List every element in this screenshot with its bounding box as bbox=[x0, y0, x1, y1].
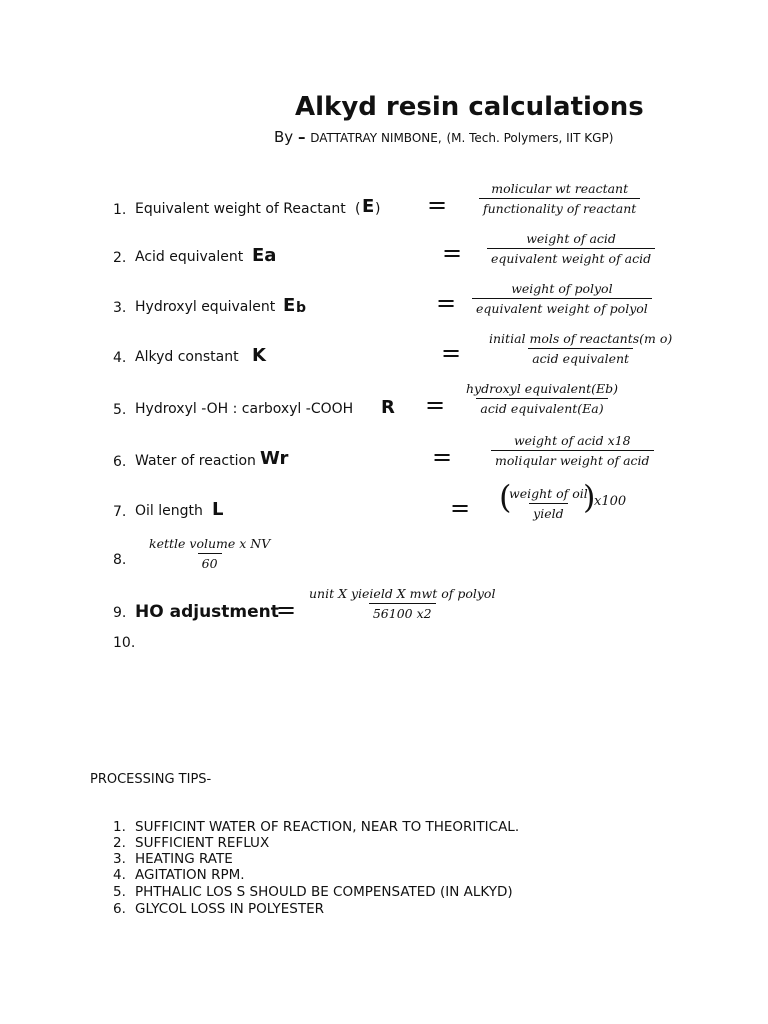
symbol-E: E bbox=[283, 295, 296, 316]
processing-tips-heading: PROCESSING TIPS- bbox=[90, 772, 212, 787]
item-number: 5. bbox=[113, 402, 127, 418]
byline-by: By bbox=[274, 128, 294, 146]
tip-text: GLYCOL LOSS IN POLYESTER bbox=[135, 901, 325, 917]
item-label: Acid equivalent bbox=[135, 249, 244, 265]
numerator: weight of acid bbox=[526, 231, 616, 246]
byline bbox=[274, 128, 613, 146]
symbol-R: R bbox=[381, 397, 395, 418]
close-parenthesis: ) bbox=[583, 478, 596, 516]
equals-sign: = bbox=[450, 494, 471, 522]
equals-sign: = bbox=[436, 289, 457, 317]
open-parenthesis: ( bbox=[499, 478, 512, 516]
denominator: moliqular weight of acid bbox=[491, 450, 654, 468]
tip-number: 5. bbox=[113, 884, 126, 900]
equals-sign: = bbox=[432, 443, 453, 471]
item-number: 7. bbox=[113, 504, 127, 520]
tip-text: AGITATION RPM. bbox=[135, 867, 245, 883]
symbol-L: L bbox=[212, 499, 224, 520]
item-number: 10. bbox=[113, 635, 136, 651]
denominator: equivalent weight of acid bbox=[487, 248, 655, 266]
symbol-subscript-b: b bbox=[296, 300, 307, 316]
numerator: molicular wt reactant bbox=[491, 181, 629, 196]
item-number: 2. bbox=[113, 250, 127, 266]
item-label: Hydroxyl equivalent bbox=[135, 299, 276, 315]
item-number: 3. bbox=[113, 300, 127, 316]
denominator: yield bbox=[529, 503, 567, 521]
item-number: 4. bbox=[113, 350, 127, 366]
item-label: Equivalent weight of Reactant bbox=[135, 201, 346, 217]
numerator: hydroxyl equivalent(Eb) bbox=[466, 381, 619, 396]
item-number: 9. bbox=[113, 605, 127, 621]
page-title: Alkyd resin calculations bbox=[295, 92, 644, 122]
numerator: weight of acid x18 bbox=[513, 433, 631, 448]
formula-fraction bbox=[487, 231, 655, 266]
denominator: 60 bbox=[198, 553, 222, 571]
item-label: HO adjustment bbox=[135, 602, 279, 622]
denominator: acid equivalent bbox=[528, 348, 633, 366]
denominator: acid equivalent(Ea) bbox=[476, 398, 607, 416]
tip-text: SUFFICIENT REFLUX bbox=[135, 835, 270, 851]
tip-number: 6. bbox=[113, 901, 126, 917]
equals-sign: = bbox=[441, 339, 462, 367]
item-label: Alkyd constant bbox=[135, 349, 239, 365]
equals-sign: = bbox=[427, 191, 448, 219]
symbol-Wr: Wr bbox=[260, 448, 289, 469]
symbol-Ea: Ea bbox=[252, 245, 277, 266]
byline-credentials: (M. Tech. Polymers, IIT KGP) bbox=[446, 131, 614, 145]
tip-text: SUFFICINT WATER OF REACTION, NEAR TO THEORITICAL. bbox=[135, 819, 520, 835]
item-number: 6. bbox=[113, 454, 127, 470]
formula-fraction bbox=[145, 536, 274, 571]
item-number: 1. bbox=[113, 202, 127, 218]
numerator: kettle volume x NV bbox=[149, 536, 271, 551]
denominator: functionality of reactant bbox=[479, 198, 640, 216]
tip-number: 2. bbox=[113, 835, 126, 851]
symbol-E: E bbox=[362, 196, 375, 217]
formula-fraction bbox=[305, 586, 499, 621]
tip-text: PHTHALIC LOS S SHOULD BE COMPENSATED (IN ALKYD) bbox=[135, 884, 513, 900]
tip-number: 1. bbox=[113, 819, 126, 835]
equals-sign: = bbox=[425, 391, 446, 419]
tip-text: HEATING RATE bbox=[135, 851, 233, 867]
item-label: Water of reaction bbox=[135, 453, 256, 469]
formula-fraction bbox=[462, 381, 622, 416]
formula-fraction bbox=[491, 433, 654, 468]
formula-fraction bbox=[485, 331, 676, 366]
multiplier: x100 bbox=[594, 494, 627, 509]
item-number: 8. bbox=[113, 552, 127, 568]
byline-dash: – bbox=[297, 128, 306, 146]
formula-fraction bbox=[479, 181, 640, 216]
formula-fraction bbox=[472, 281, 652, 316]
numerator: weight of oil bbox=[509, 486, 588, 501]
equals-sign: = bbox=[442, 239, 463, 267]
denominator: equivalent weight of polyol bbox=[472, 298, 652, 316]
numerator: unit X yieield X mwt of polyol bbox=[309, 586, 496, 601]
numerator: weight of polyol bbox=[511, 281, 613, 296]
denominator: 56100 x2 bbox=[369, 603, 436, 621]
symbol-open-paren: ( bbox=[355, 201, 361, 217]
byline-author: DATTATRAY NIMBONE, bbox=[310, 131, 442, 145]
symbol-close-paren: ) bbox=[375, 201, 381, 217]
formula-fraction bbox=[505, 486, 592, 521]
tip-number: 3. bbox=[113, 851, 126, 867]
item-label: Hydroxyl -OH : carboxyl -COOH bbox=[135, 401, 354, 417]
numerator: initial mols of reactants(m o) bbox=[489, 331, 673, 346]
tip-number: 4. bbox=[113, 867, 126, 883]
equals-sign: = bbox=[276, 596, 297, 624]
item-label: Oil length bbox=[135, 503, 203, 519]
symbol-K: K bbox=[252, 345, 266, 366]
